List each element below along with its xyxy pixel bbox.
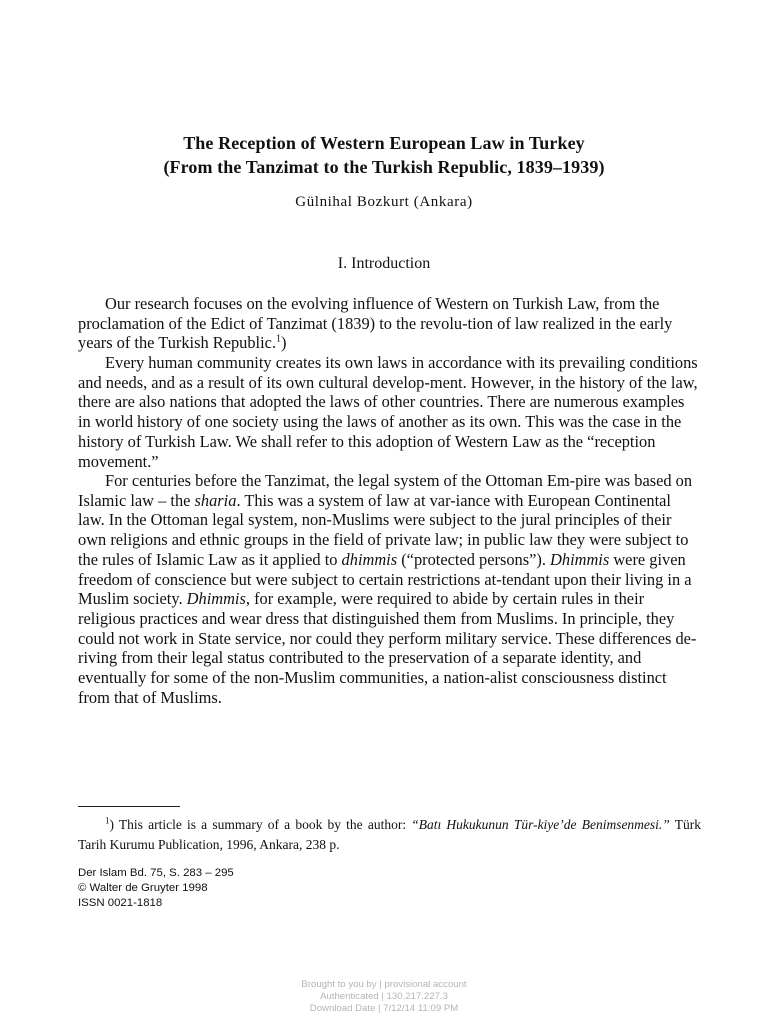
term-dhimmis-1: dhimmis [341,549,398,569]
footnote-text: This article is a summary of a book by the author: [114,817,412,832]
download-stamp-line-3: Download Date | 7/12/14 11:09 PM [309,1003,459,1014]
footnote [78,815,701,854]
paragraph-1-text: Our research focuses on the evolving influence of Western on Turkish Law, from the proclamation of the Edict of Tanzimat (1839) to the revolu-tion of law realized in the early years of the Turkish Republic. [78,294,673,353]
footnote-marker-paren: ) [109,817,114,832]
paragraph-3-part-1: For centuries before the Tanzimat, the legal system of the Ottoman Em-pire was based on Islamic law – the [78,471,693,510]
download-stamp-line-1: Brought to you by | provisional account [301,979,467,990]
footnote-publisher: Türk Tarih Kurumu Publication, 1996, Ankara, 238 p. [78,817,701,852]
paragraph-3-part-4: were given freedom of conscience but were subject to certain restrictions at-tendant upon their living in a Muslim society. [78,549,692,609]
footnote-ref-paren: ) [281,333,287,353]
paragraph-3-block [78,471,701,707]
copyright-notice: © Walter de Gruyter 1998 [78,882,208,894]
paragraph-3 [78,471,701,707]
term-dhimmis-2: Dhimmis [550,549,610,569]
author-byline: Gülnihal Bozkurt (Ankara) [295,194,473,210]
section-heading: I. Introduction [337,255,431,272]
issn-number: ISSN 0021-1818 [78,897,163,909]
footnote-divider [78,806,180,807]
paragraph-3-part-2: . This was a system of law at var-iance with European Continental law. In the Ottoman legal system, non-Muslims were subject to the jural principles of their own religions and ethnic groups in the field of private law; in public law they were subject to the rules of Islamic Law as it applied to [78,490,689,569]
paragraph-2-block [78,353,701,471]
paragraph-1-block [78,294,701,353]
term-sharia: sharia [194,490,237,510]
paragraph-2: Every human community creates its own laws in accordance with its prevailing conditions and needs, and as a result of its own cultural develop-ment. However, in the history of the law, there are also nations that adopted the laws of other countries. There are numerous examples in world history of one society using the laws of another as its own. This was the case in the history of Turkish Law. We shall refer to this adoption of Western Law as the “reception movement.” [78,353,698,471]
article-title-line-1: The Reception of Western European Law in Turkey [183,133,585,153]
footnote-book-title: “Batı Hukukunun Tür-kiye’de Benimsenmesi.” [411,817,670,832]
download-stamp-line-2: Authenticated | 130.217.227.3 [320,991,448,1002]
paragraph-1 [78,294,701,353]
term-dhimmis-3: Dhimmis [186,589,246,609]
footnote-marker: 1 [105,815,110,826]
journal-citation: Der Islam Bd. 75, S. 283 – 295 [78,867,234,879]
footnote-ref[interactable]: 1 [276,333,282,345]
paragraph-3-part-3: (“protected persons”). [397,549,551,569]
article-title-line-2: (From the Tanzimat to the Turkish Republic, 1839–1939) [163,157,605,177]
paragraph-3-part-5: , for example, were required to abide by certain rules in their religious practices and wear dress that distinguished them from Muslims. In principle, they could not work in State service, nor could they perform military service. These differences de-riving from their legal status contributed to the preservation of a separate identity, and eventually for some of the non-Muslim communities, a nation-alist consciousness distinct from that of Muslims. [78,589,697,707]
